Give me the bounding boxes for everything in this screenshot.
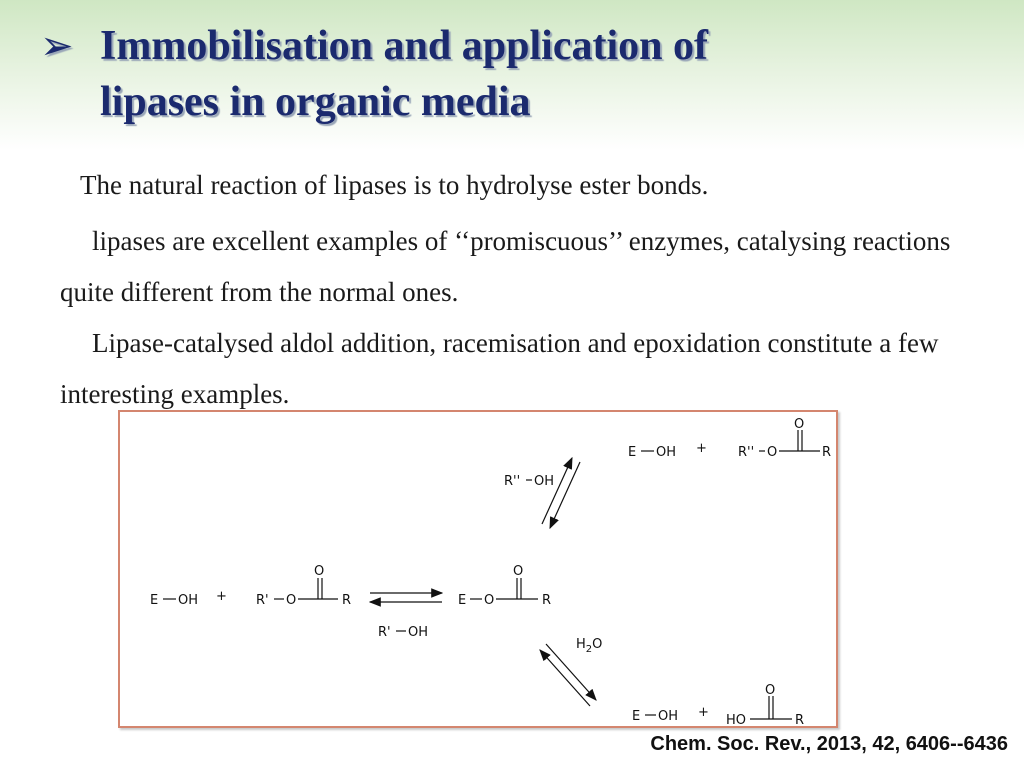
water-subscript: 2 xyxy=(585,644,593,655)
bottom-alcohol xyxy=(632,709,678,724)
middle-reagent-r: R' xyxy=(378,625,391,640)
paragraph-natural-reaction: The natural reaction of lipases is to hydrolyse ester bonds. xyxy=(80,170,709,200)
title-bullet-icon: ➢ xyxy=(40,23,74,69)
citation: Chem. Soc. Rev., 2013, 42, 6406--6436 xyxy=(650,733,1008,755)
top-reagent-r: R'' xyxy=(504,474,521,489)
bottom-e: E xyxy=(632,709,641,724)
start-ester-o: O xyxy=(286,593,297,608)
start-alcohol-e: E xyxy=(150,593,159,608)
bottom-acid-carbonyl: O xyxy=(765,683,776,698)
bottom-oh: OH xyxy=(658,709,679,724)
top-ester xyxy=(738,417,831,460)
start-ester-r: R' xyxy=(256,593,269,608)
product-o: O xyxy=(484,593,495,608)
top-reagent xyxy=(504,474,554,489)
slide-title-line-1: Immobilisation and application of xyxy=(100,23,708,69)
top-ester-carbonyl: O xyxy=(794,417,805,432)
product-e: E xyxy=(458,593,467,608)
slide-title xyxy=(100,18,1000,130)
bottom-plus: + xyxy=(698,705,709,720)
reaction-scheme-figure xyxy=(118,410,838,728)
top-reagent-oh: OH xyxy=(534,474,555,489)
top-alcohol xyxy=(628,445,676,460)
bottom-acid xyxy=(726,683,804,726)
reaction-scheme xyxy=(120,412,836,726)
lower-arrow-up xyxy=(540,650,590,706)
start-ester-rr: R xyxy=(342,593,352,608)
acyl-enzyme xyxy=(458,564,551,608)
start-plus: + xyxy=(216,589,227,604)
top-ester-r: R'' xyxy=(738,445,755,460)
upper-arrow-up xyxy=(542,458,572,524)
paragraph-examples: Lipase-catalysed aldol addition, racemisation and epoxidation constitute a few interesting examples. xyxy=(60,328,939,409)
product-carbonyl: O xyxy=(513,564,524,579)
water-reagent xyxy=(576,637,602,655)
start-alcohol xyxy=(150,593,198,608)
start-ester-carbonyl: O xyxy=(314,564,325,579)
top-plus: + xyxy=(696,441,707,456)
product-r: R xyxy=(542,593,552,608)
paragraph-promiscuous: lipases are excellent examples of ‘‘promiscuous’’ enzymes, catalysing reactions quite different from the normal ones. xyxy=(60,226,951,307)
top-ester-rr: R xyxy=(822,445,832,460)
top-oh: OH xyxy=(656,445,677,460)
upper-arrow-down xyxy=(550,462,580,528)
water-o: O xyxy=(592,637,603,652)
start-alcohol-oh: OH xyxy=(178,593,199,608)
middle-reagent xyxy=(378,625,428,640)
top-e: E xyxy=(628,445,637,460)
bottom-acid-ho: HO xyxy=(726,713,747,726)
top-ester-o: O xyxy=(767,445,778,460)
water-h: H xyxy=(576,637,586,652)
start-ester xyxy=(256,564,351,608)
bottom-acid-r: R xyxy=(795,713,805,726)
middle-reagent-oh: OH xyxy=(408,625,429,640)
slide-title-line-2: lipases in organic media xyxy=(100,79,531,125)
